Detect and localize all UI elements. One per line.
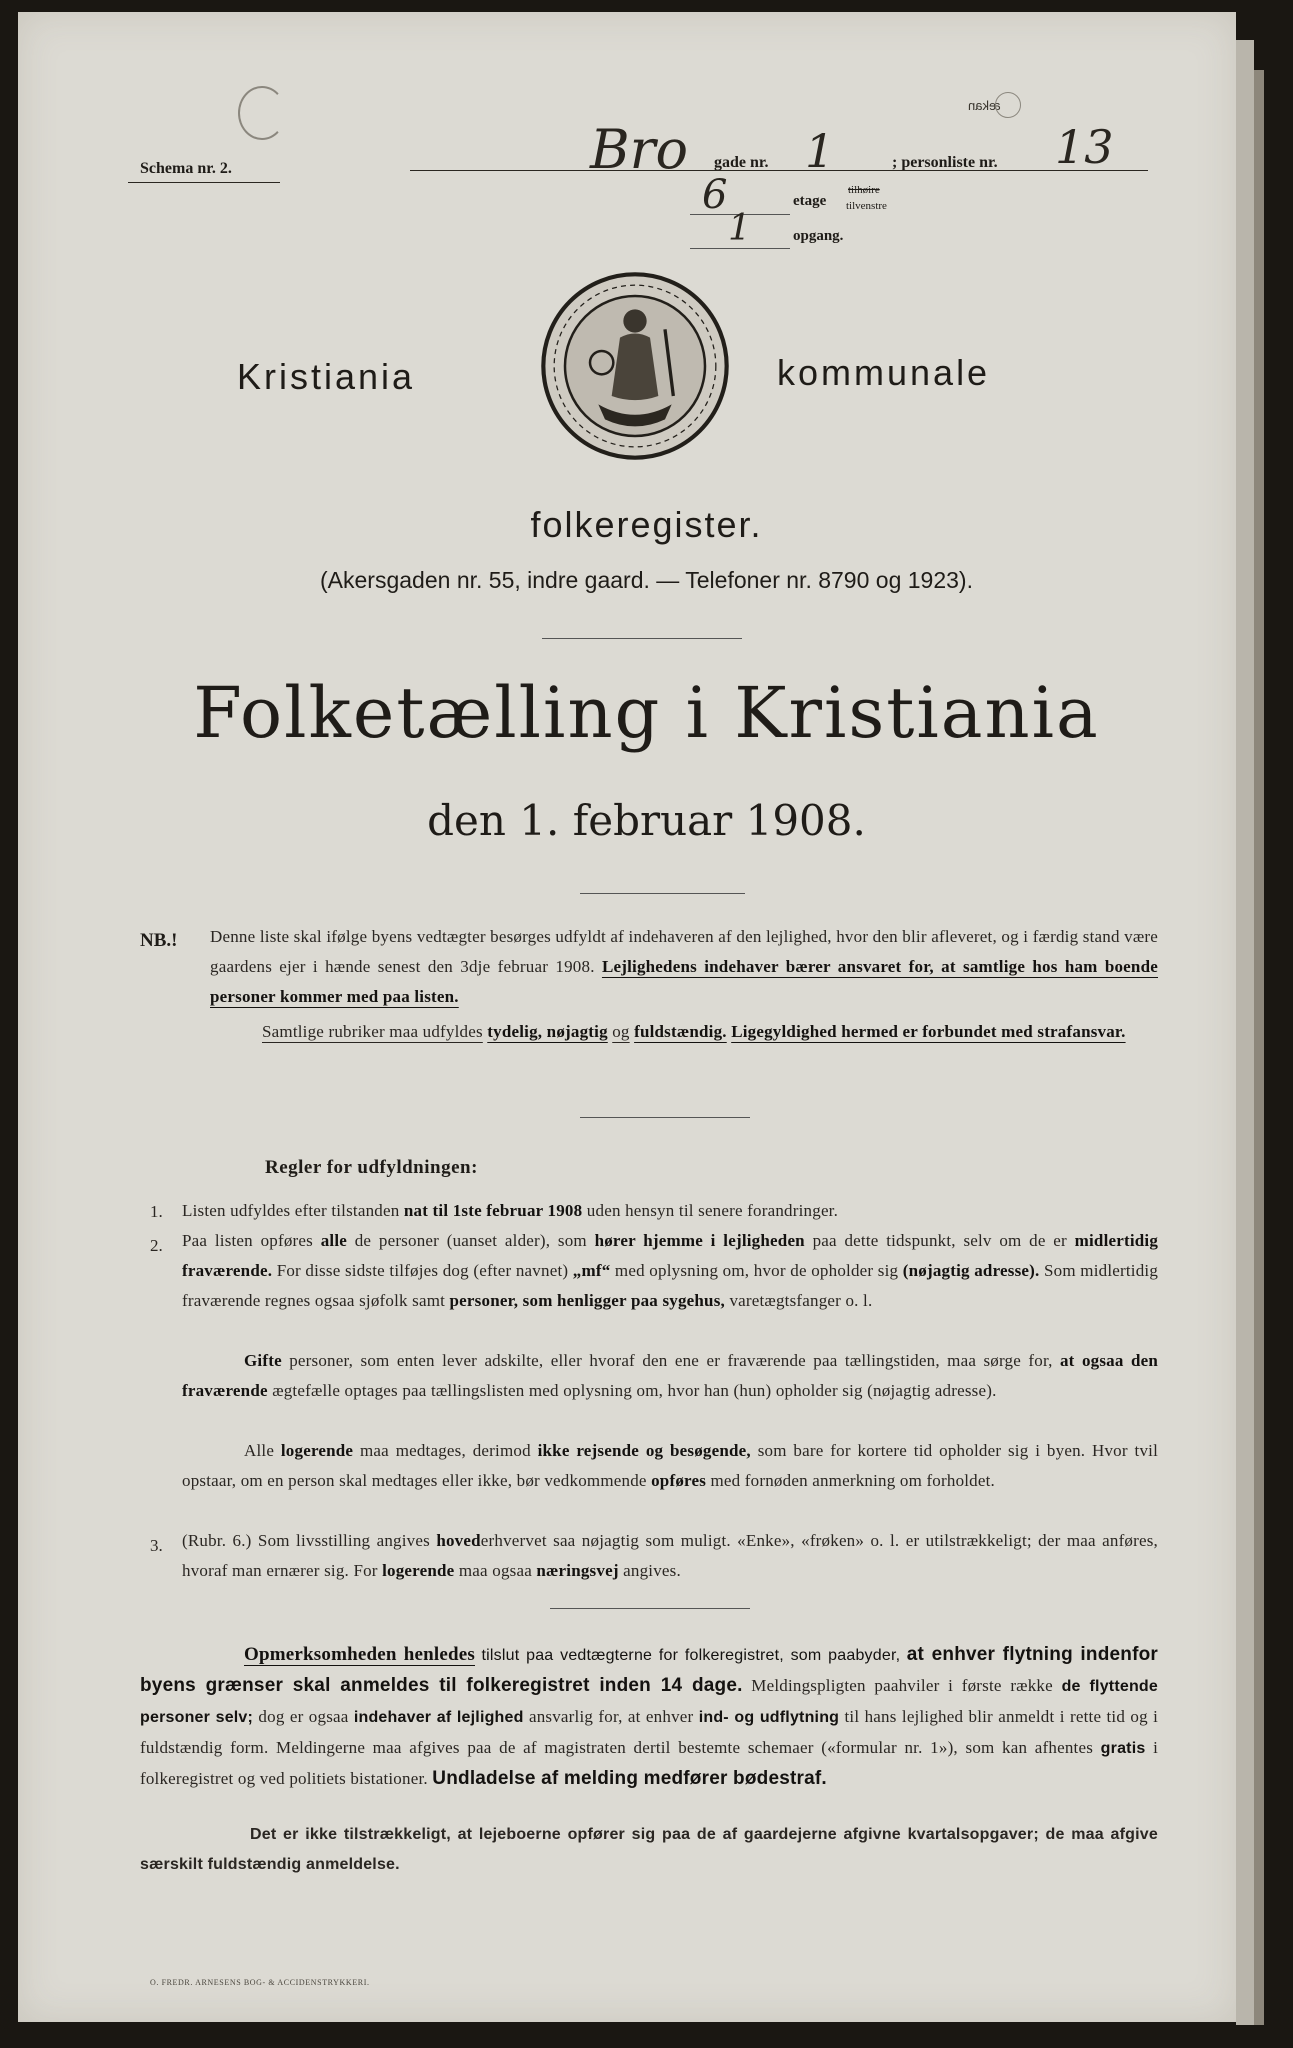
- etage-label: etage: [793, 193, 827, 209]
- rule-3-f: næringsvej: [536, 1561, 619, 1580]
- notice-paragraph: [140, 1640, 1158, 1794]
- nb-text-2b: tydelig, nøjagtig: [487, 1022, 608, 1041]
- printer-credit: O. FREDR. ARNESENS BOG- & ACCIDENSTRYKKERI.: [150, 1978, 370, 1987]
- top-corner-mark: ækan: [968, 98, 1001, 113]
- notice-i: ind- og udflytning: [698, 1709, 840, 1726]
- rule-2-h: „mf“: [572, 1261, 611, 1280]
- notice-h: ansvarlig for, at enhver: [528, 1707, 694, 1726]
- notice-e: de flyttende personer selv;: [140, 1678, 1158, 1726]
- rule-3-number: 3.: [150, 1536, 163, 1555]
- divider-3: [580, 1117, 750, 1118]
- rule-2p2-a: Gifte: [244, 1351, 282, 1370]
- rule-2-b: alle: [320, 1231, 347, 1250]
- rule-2-number: 2.: [150, 1236, 163, 1255]
- office-right-word: kommunale: [777, 352, 991, 393]
- nb-text: [210, 922, 1158, 1012]
- office-address: (Akersgaden nr. 55, indre gaard. — Telefoner nr. 8790 og 1923).: [320, 567, 973, 593]
- notice-c: at enhver flytning indenfor byens grænser skal anmeldes til folkeregistret inden 14 dage.: [140, 1644, 1159, 1696]
- rule-2p3-b: logerende: [280, 1441, 354, 1460]
- rule-2-a: Paa listen opføres: [182, 1231, 313, 1250]
- personliste-label: ; personliste nr.: [892, 154, 998, 171]
- rule-3-d: logerende: [382, 1561, 455, 1580]
- notice-j: til hans lejlighed blir anmeldt i rette tid og i fuldstændig form. Meldingerne maa afgives paa de af magistraten dertil bestemte schemaer («formular nr. 1»), som kan afhentes: [140, 1707, 1159, 1757]
- rule-2-f: midlertidig fraværende.: [182, 1231, 1159, 1280]
- rules-heading: Regler for udfyldningen:: [265, 1157, 478, 1178]
- notice-l: i folkeregistret og ved politiets bistationer.: [140, 1738, 1159, 1788]
- divider-4: [550, 1608, 750, 1609]
- notice-k: gratis: [1100, 1740, 1146, 1757]
- notice-final: [140, 1820, 1158, 1880]
- notice-b: tilslut paa vedtægterne for folkeregistret, som paabyder,: [481, 1647, 901, 1664]
- office-left-word: Kristiania: [237, 356, 416, 397]
- rule-2-k: Som midlertidig fraværende regnes ogsaa sjøfolk samt: [182, 1261, 1159, 1310]
- rule-1-c: uden hensyn til senere forandringer.: [586, 1201, 839, 1220]
- notice-n: Det er ikke tilstrækkeligt, at lejeboerne opfører sig paa de af gaardejerne afgivne kvartalsopgaver; de maa afgive særskilt fuldstændig anmeldelse.: [140, 1826, 1158, 1873]
- schema-label: Schema nr. 2.: [140, 160, 232, 177]
- notice-f: dog er ogsaa: [258, 1707, 349, 1726]
- handwritten-opgang: 1: [728, 208, 751, 249]
- rule-2-m: varetægtsfanger o. l.: [729, 1291, 873, 1310]
- rule-2-g: For disse sidste tilføjes dog (efter navnet): [276, 1261, 569, 1280]
- rule-3-g: angives.: [623, 1561, 681, 1580]
- paper-edge: [1236, 40, 1254, 2025]
- rule-2-e: paa dette tidspunkt, selv om de er: [812, 1231, 1067, 1250]
- census-date: den 1. februar 1908.: [427, 796, 866, 845]
- paper-edge-shadow: [1254, 70, 1264, 2025]
- rule-1-b: nat til 1ste februar 1908: [403, 1201, 583, 1220]
- opgang-underline: [690, 248, 790, 249]
- rule-2p2-d: ægtefælle optages paa tællingslisten med oplysning om, hvor han (hun) opholder sig (nøjagtig adresse).: [272, 1381, 997, 1400]
- notice-m: Undladelse af melding medfører bødestraf.: [432, 1768, 827, 1789]
- handwritten-gade-nr: 1: [805, 124, 835, 178]
- rule-2p2-c: at ogsaa den fraværende: [182, 1351, 1159, 1400]
- top-corner-circle: [995, 92, 1021, 118]
- nb-label: NB.!: [140, 930, 178, 951]
- rule-2p3-a: Alle: [244, 1441, 275, 1460]
- rule-2-j: (nøjagtig adresse).: [902, 1261, 1040, 1280]
- nb-text-2a: Samtlige rubriker maa udfyldes: [262, 1022, 483, 1041]
- handwritten-personliste-nr: 13: [1055, 120, 1114, 174]
- main-title: Folketælling i Kristiania: [193, 672, 1100, 754]
- side-option-bottom: tilvenstre: [846, 200, 887, 212]
- rule-2-paragraph-3: [182, 1436, 1158, 1496]
- rule-2p2-b: personer, som enten lever adskilte, eller hvoraf den ene er fraværende paa tællingstiden, maa sørge for,: [289, 1351, 1053, 1370]
- gade-label: gade nr.: [714, 154, 769, 171]
- nb-text-bold-1: Lejlighedens indehaver bærer ansvaret for, at samtlige hos ham boende personer kommer med paa listen.: [210, 957, 1158, 1006]
- rule-2p3-f: opføres: [651, 1471, 707, 1490]
- notice-a: Opmerksomheden henledes: [244, 1644, 475, 1665]
- nb-text-2e: Ligegyldighed hermed er forbundet med strafansvar.: [731, 1022, 1126, 1041]
- address-underline: [410, 170, 1148, 171]
- rule-3-b: hoved: [436, 1531, 481, 1550]
- rule-2-text: [182, 1226, 1158, 1316]
- rule-1-text: [182, 1196, 1158, 1226]
- rule-1-number: 1.: [150, 1202, 163, 1221]
- rule-3-c: erhvervet saa nøjagtig som muligt. «Enke», «frøken» o. l. er utilstrækkeligt; der maa anføres, hvoraf man ernærer sig. For: [182, 1531, 1158, 1580]
- opgang-label: opgang.: [793, 228, 844, 244]
- rule-3-a: (Rubr. 6.) Som livsstilling angives: [182, 1531, 430, 1550]
- notice-g: indehaver af lejlighed: [353, 1709, 524, 1726]
- side-option-top: tilhøire: [848, 184, 880, 196]
- nb-text-1: Denne liste skal ifølge byens vedtægter besørges udfyldt af indehaveren af den lejlighed, hvor den blir afleveret, og i færdig stand være gaardens ejer i hænde senest den 3dje februar 1908.: [210, 927, 1158, 976]
- rule-2-paragraph-2: [182, 1346, 1158, 1406]
- corner-circle-mark: [238, 86, 286, 140]
- rule-2-i: med oplysning om, hvor de opholder sig: [614, 1261, 899, 1280]
- rule-2-c: de personer (uanset alder), som: [354, 1231, 587, 1250]
- rule-1-a: Listen udfyldes efter tilstanden: [182, 1201, 400, 1220]
- rule-2p3-e: som bare for kortere tid opholder sig i byen. Hvor tvil opstaar, om en person skal medtages eller ikke, bør vedkommende: [182, 1441, 1159, 1490]
- handwritten-street: Bro: [590, 118, 689, 181]
- handwritten-etage: 6: [702, 172, 728, 218]
- divider-2: [580, 893, 745, 894]
- nb-text-2d: fuldstændig.: [634, 1022, 727, 1041]
- nb-text-2c: og: [612, 1022, 630, 1041]
- rule-2-l: personer, som henligger paa sygehus,: [449, 1291, 725, 1310]
- rule-2p3-g: med fornøden anmerkning om forholdet.: [710, 1471, 996, 1490]
- rule-3-e: maa ogsaa: [458, 1561, 532, 1580]
- rule-2-d: hører hjemme i lejligheden: [594, 1231, 805, 1250]
- divider-1: [542, 638, 742, 639]
- rule-2p3-c: maa medtages, derimod: [359, 1441, 531, 1460]
- rule-2p3-d: ikke rejsende og besøgende,: [537, 1441, 751, 1460]
- rule-3-text: [182, 1526, 1158, 1586]
- schema-underline: [128, 182, 280, 183]
- notice-d: Meldingspligten paahviler i første række: [751, 1676, 1053, 1695]
- kristiania-seal-icon: [521, 271, 749, 461]
- office-name: folkeregister.: [530, 504, 763, 545]
- nb-text-2: [210, 1017, 1158, 1047]
